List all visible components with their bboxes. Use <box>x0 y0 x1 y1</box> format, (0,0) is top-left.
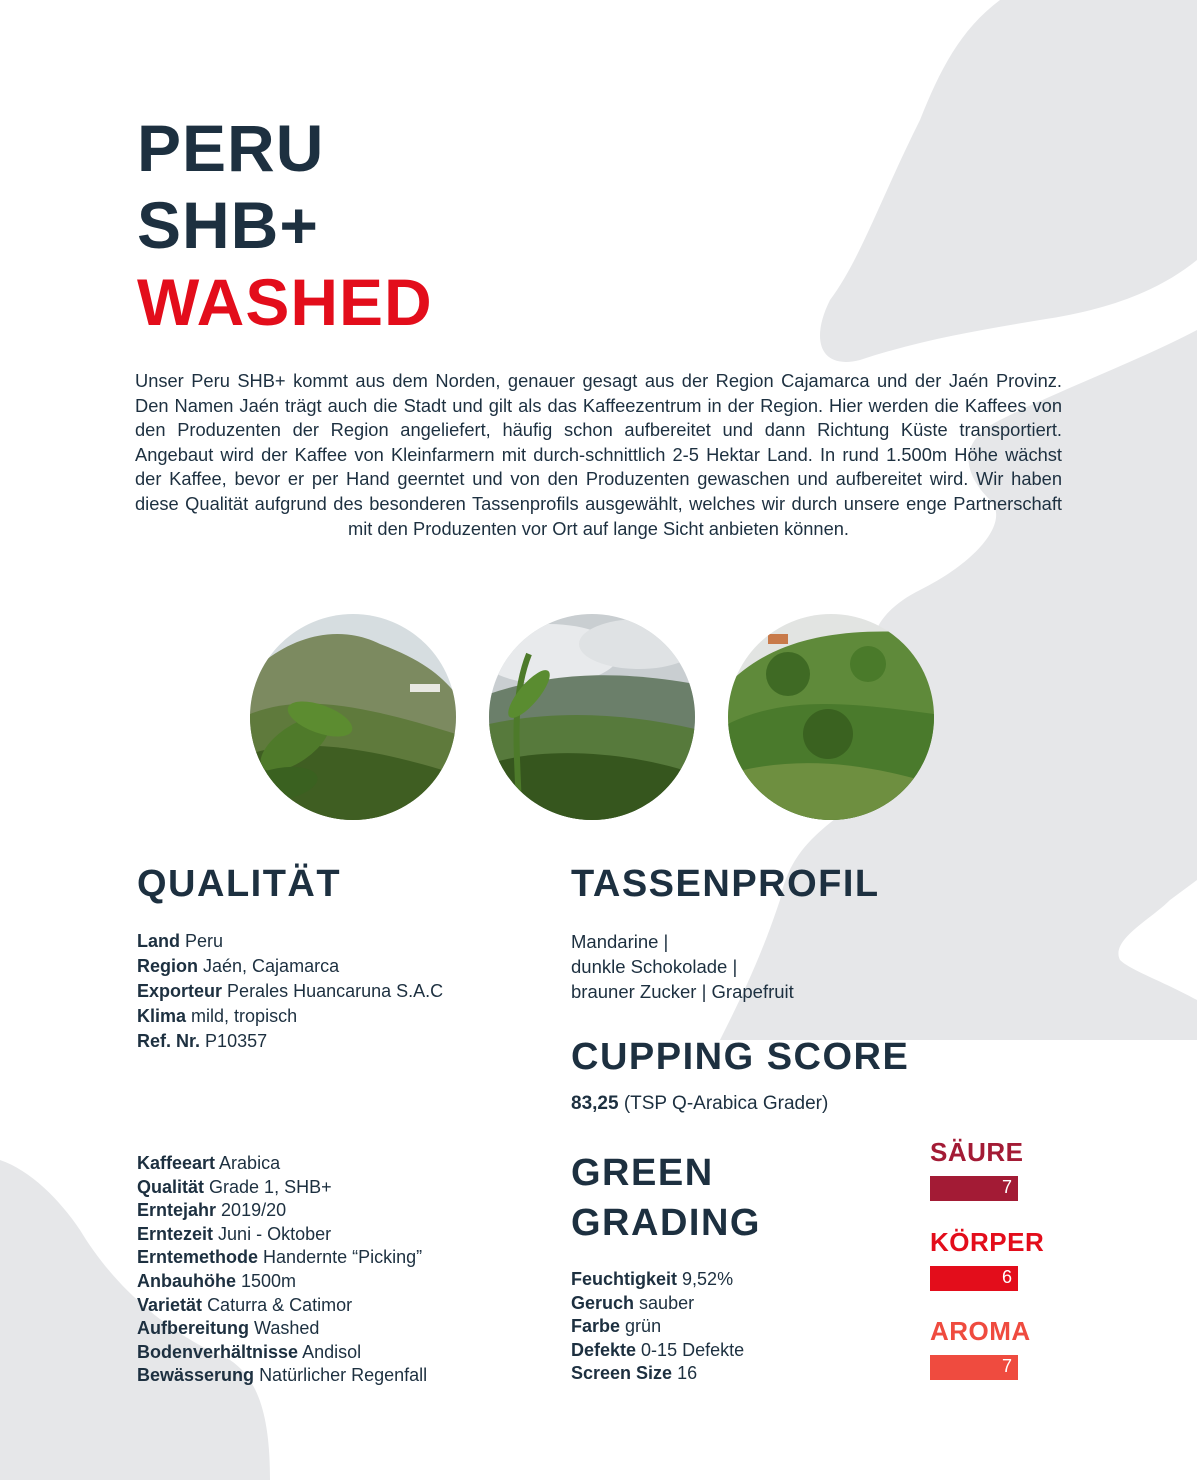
qualitaet-item-ref: Ref. Nr. P10357 <box>137 1031 268 1051</box>
detail-bodenverhaeltnisse: Bodenverhältnisse Andisol <box>137 1341 362 1362</box>
metric-value: 7 <box>1001 1177 1012 1197</box>
metric-label: KÖRPER <box>930 1227 1045 1257</box>
tassenprofil-notes <box>571 929 794 1004</box>
title-process: WASHED <box>137 265 433 339</box>
detail-bewaesserung: Bewässerung Natürlicher Regenfall <box>137 1365 428 1386</box>
grading-geruch: Geruch sauber <box>571 1292 695 1313</box>
detail-erntejahr: Erntejahr 2019/20 <box>137 1200 287 1221</box>
title-country: PERU <box>137 111 325 185</box>
metric-aroma <box>930 1316 1031 1380</box>
qualitaet-heading: QUALITÄT <box>137 863 342 905</box>
qualitaet-list <box>137 929 443 1054</box>
intro-paragraph: Unser Peru SHB+ kommt aus dem Norden, genauer gesagt aus der Region Cajamarca und der Jaén Provinz. Den Namen Jaén trägt auch die Stadt und gilt als das Kaffeezentrum in der Region. Hier werden die Kaffees von den Produzenten der Region angeliefert, häufig schon aufbereitet und dann Richtung Küste transportiert. Angebaut wird der Kaffee von Kleinfarmern mit durch-schnittlich 2-5 Hektar Land. In rund 1.500m Höhe wächst der Kaffee, bevor er per Hand geerntet und von den Produzenten gewaschen und aufbereitet wird. Wir haben diese Qualität aufgrund des besonderen Tassenprofils ausgewählt, welches wir durch unsere enge Partnerschaft mit den Produzenten vor Ort auf lange Sicht anbieten können. <box>135 370 1062 539</box>
metric-value: 6 <box>1001 1267 1012 1287</box>
metric-label: AROMA <box>930 1316 1031 1346</box>
qualitaet-item-land: Land Peru <box>137 931 224 951</box>
grading-feuchtigkeit: Feuchtigkeit 9,52% <box>571 1269 734 1289</box>
detail-anbauhoehe: Anbauhöhe 1500m <box>137 1270 297 1291</box>
tassenprofil-line: dunkle Schokolade | <box>571 956 738 977</box>
tassenprofil-line: brauner Zucker | Grapefruit <box>571 981 794 1002</box>
metric-saeure <box>930 1137 1024 1201</box>
detail-qualitaet: Qualität Grade 1, SHB+ <box>137 1176 332 1197</box>
qualitaet-item-region: Region Jaén, Cajamarca <box>137 956 340 976</box>
green-grading-heading: GREEN GRADING <box>571 1152 761 1244</box>
cupping-score-number: 83,25 <box>571 1093 619 1114</box>
qualitaet-item-klima: Klima mild, tropisch <box>137 1006 298 1026</box>
metric-value: 7 <box>1001 1356 1012 1376</box>
metric-koerper <box>930 1227 1044 1291</box>
photo-coffee-plant-mountains <box>250 614 456 820</box>
page-title <box>137 110 433 341</box>
cupping-score-value <box>571 1091 828 1116</box>
detail-erntezeit: Erntezeit Juni - Oktober <box>137 1223 332 1244</box>
metric-label: SÄURE <box>930 1137 1024 1167</box>
metric-bar <box>930 1266 1018 1291</box>
title-grade: SHB+ <box>137 188 319 262</box>
cupping-score-note: (TSP Q-Arabica Grader) <box>623 1093 829 1114</box>
grading-defekte: Defekte 0-15 Defekte <box>571 1339 745 1360</box>
detail-kaffeeart: Kaffeeart Arabica <box>137 1153 281 1173</box>
metric-bar <box>930 1355 1018 1380</box>
tassenprofil-line: Mandarine | <box>571 931 669 952</box>
detail-varietaet: Varietät Caturra & Catimor <box>137 1294 353 1315</box>
photo-coffee-hillside <box>728 614 934 820</box>
detail-erntemethode: Erntemethode Handernte “Picking” <box>137 1247 423 1268</box>
tassenprofil-heading: TASSENPROFIL <box>571 863 880 905</box>
photo-valley-cloudy-sky <box>489 614 695 820</box>
green-grading-list <box>571 1268 744 1386</box>
metric-bar <box>930 1176 1018 1201</box>
grading-farbe: Farbe grün <box>571 1316 662 1337</box>
cupping-score-heading: CUPPING SCORE <box>571 1036 910 1078</box>
grading-screen-size: Screen Size 16 <box>571 1363 698 1384</box>
detail-aufbereitung: Aufbereitung Washed <box>137 1318 320 1339</box>
details-list <box>137 1152 427 1388</box>
qualitaet-item-exporteur: Exporteur Perales Huancaruna S.A.C <box>137 981 444 1001</box>
